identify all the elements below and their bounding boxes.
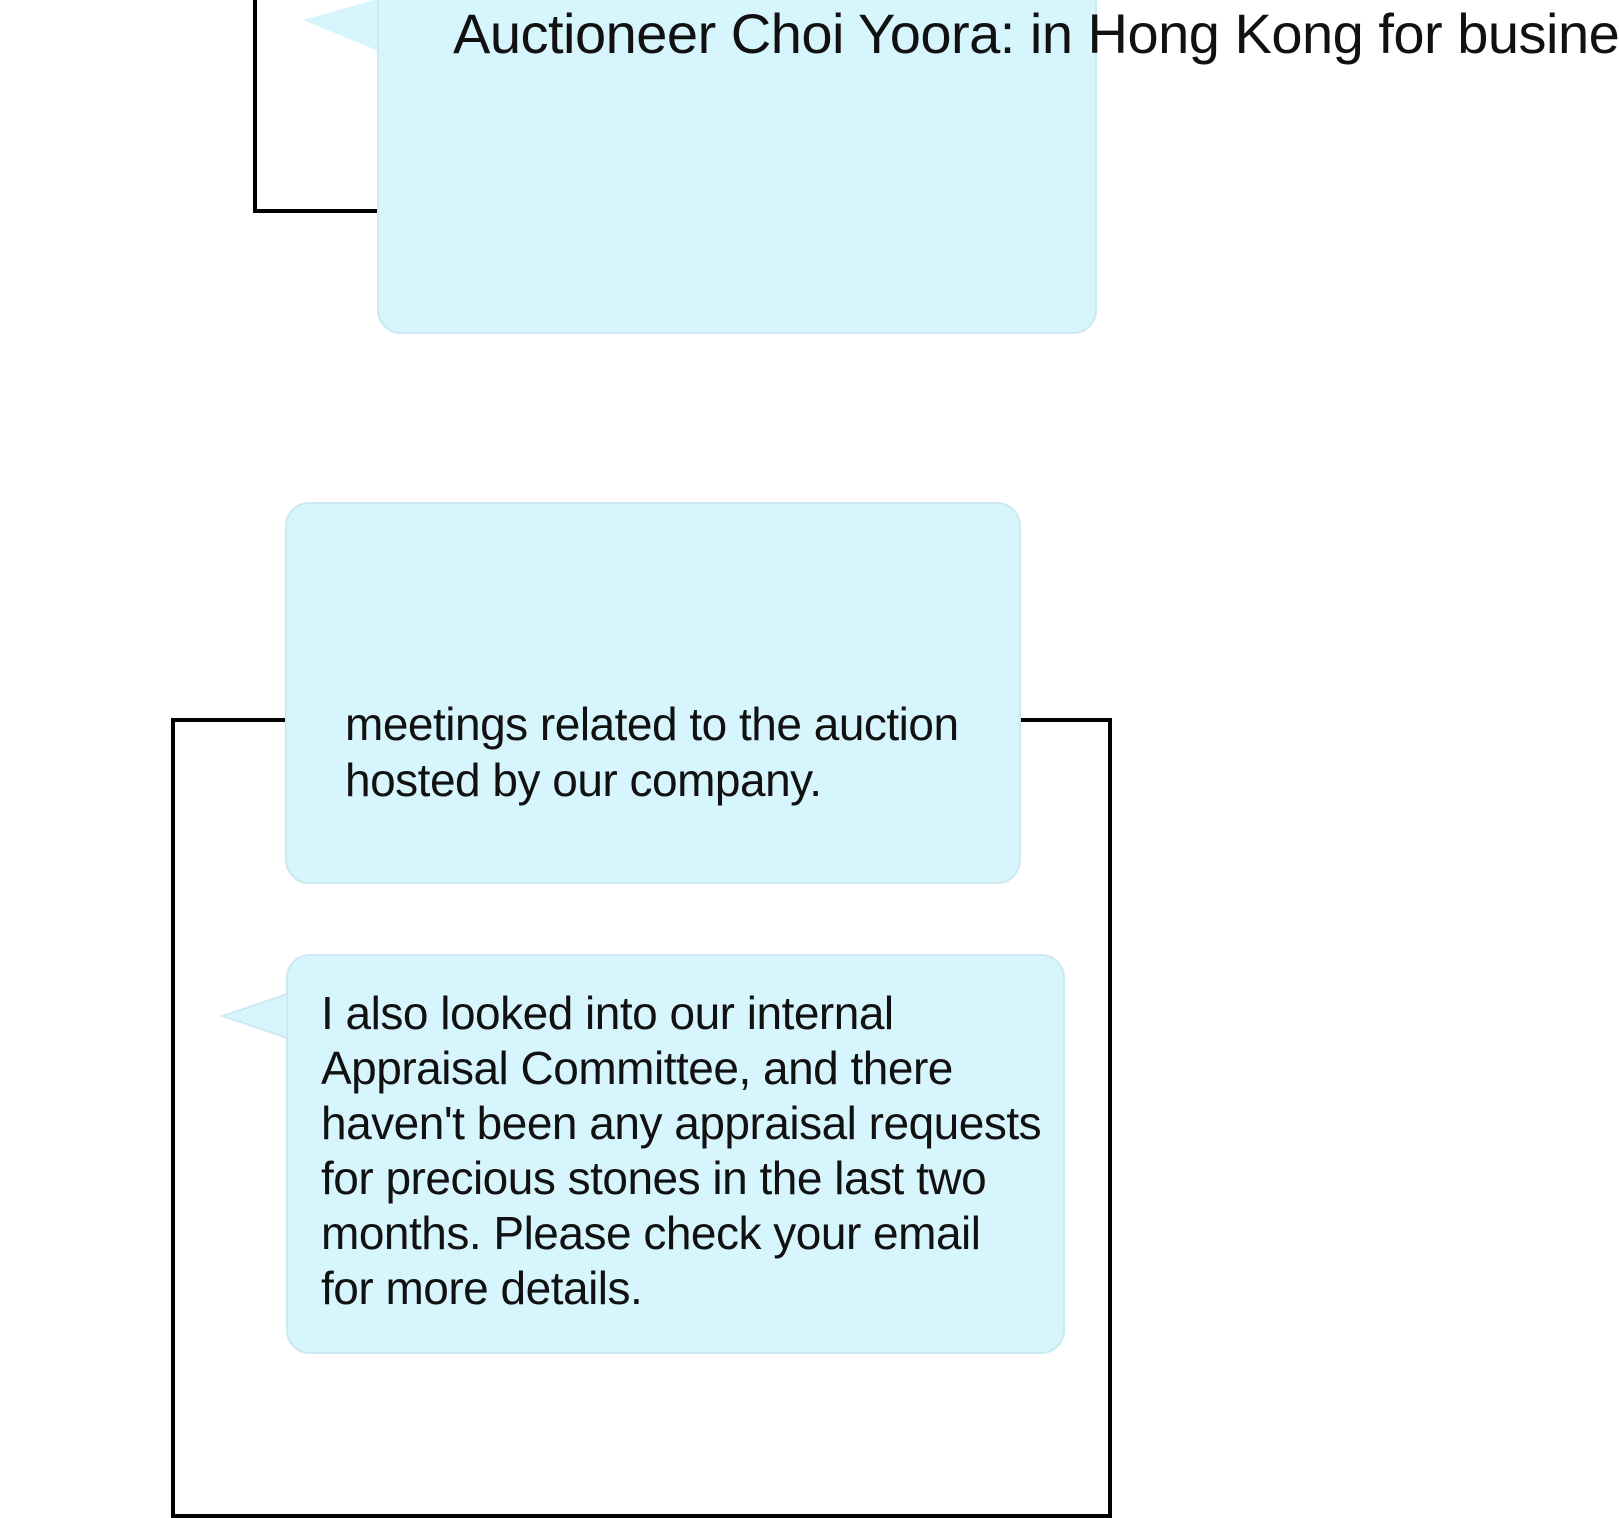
- speech-bubble-text: meetings related to the auction hosted by our company.: [345, 698, 959, 806]
- speech-bubble: [377, 0, 1619, 334]
- speech-bubble: [286, 954, 1065, 1354]
- speech-bubble-text: Auctioneer Choi Yoora: in Hong Kong for busine: [453, 2, 1619, 65]
- comic-panel-top: [253, 0, 1619, 213]
- speech-bubble-text: I also looked into our internal Appraisal Committee, and there haven't been any appraisal requests for precious stones in the last two months. Please check your email for more details.: [321, 987, 1042, 1314]
- speech-bubble: [285, 502, 1021, 884]
- comic-panel-bottom: [171, 698, 1112, 1518]
- speech-bubble-tail: [299, 0, 389, 64]
